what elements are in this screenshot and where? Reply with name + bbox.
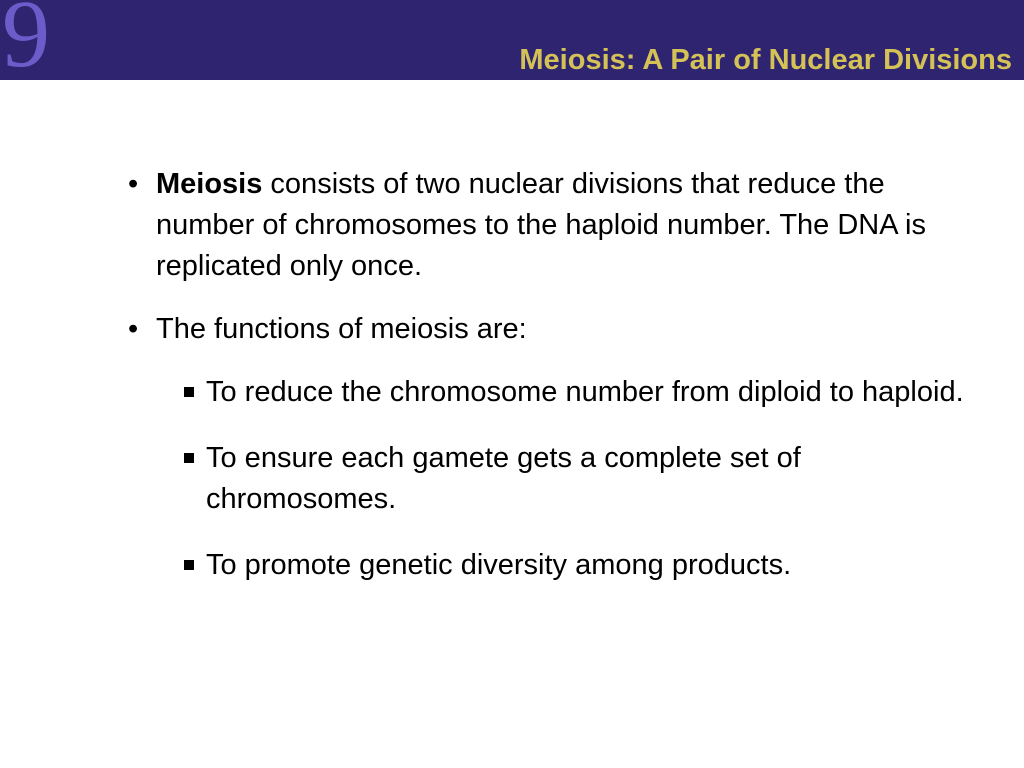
bullet-marker: • [128,168,139,200]
slide-content [128,164,988,611]
bullet-marker: • [128,313,139,345]
sub-bullet-text: To promote genetic diversity among products. [206,549,792,581]
sub-bullet-reduce-number [180,372,988,413]
sub-bullet-text: To ensure each gamete gets a complete set of chromosomes. [206,442,801,515]
functions-sub-list [128,372,988,586]
square-bullet-icon [184,387,194,397]
bullet-functions-intro [128,309,988,350]
header-bar [0,0,1024,87]
chapter-number: 9 [2,0,50,87]
bullet-text: The functions of meiosis are: [156,313,527,345]
sub-bullet-genetic-diversity [180,545,988,586]
sub-bullet-complete-set [180,438,988,520]
slide-title: Meiosis: A Pair of Nuclear Divisions [519,44,1012,76]
square-bullet-icon [184,560,194,570]
term-meiosis: Meiosis [156,168,263,200]
bullet-meiosis-definition [128,164,988,287]
square-bullet-icon [184,453,194,463]
bullet-text: consists of two nuclear divisions that reduce the number of chromosomes to the haploid number. The DNA is replicated only once. [156,168,926,282]
sub-bullet-text: To reduce the chromosome number from diploid to haploid. [206,376,964,408]
